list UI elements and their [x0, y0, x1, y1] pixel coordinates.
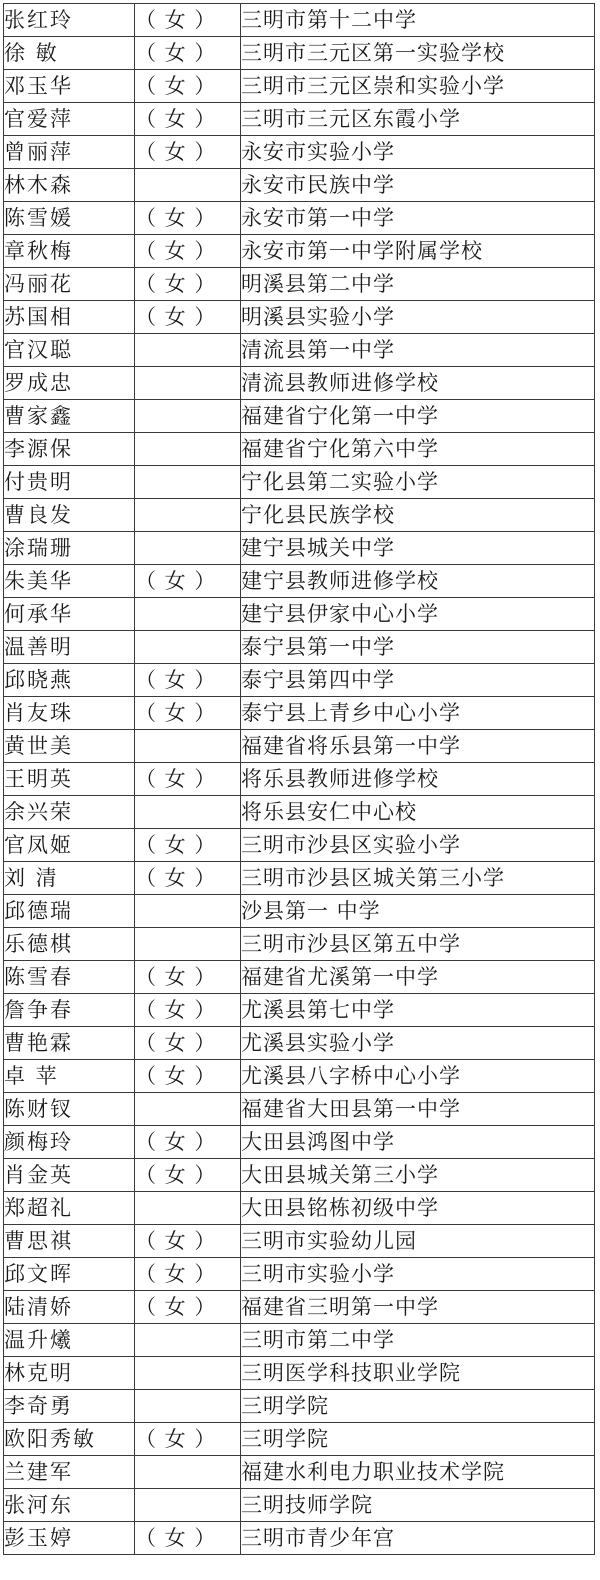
name-cell: 郑超礼: [4, 1192, 135, 1225]
table-row: [4, 499, 595, 532]
gender-cell: [135, 1390, 241, 1423]
name-cell: 陆清娇: [4, 1291, 135, 1324]
gender-cell: [135, 730, 241, 763]
name-cell: 彭玉婷: [4, 1522, 135, 1555]
table-row: [4, 202, 595, 235]
gender-cell: [135, 466, 241, 499]
name-cell: 官爱萍: [4, 103, 135, 136]
gender-cell: （ 女 ）: [135, 1423, 241, 1456]
unit-cell: 泰宁县上青乡中心小学: [241, 697, 595, 730]
name-cell: 曹家鑫: [4, 400, 135, 433]
table-row: [4, 763, 595, 796]
table-row: [4, 235, 595, 268]
unit-cell: 清流县第一中学: [241, 334, 595, 367]
gender-cell: [135, 1093, 241, 1126]
gender-cell: （ 女 ）: [135, 1126, 241, 1159]
gender-cell: [135, 169, 241, 202]
unit-cell: 三明市第二中学: [241, 1324, 595, 1357]
gender-cell: （ 女 ）: [135, 961, 241, 994]
name-cell: 张河东: [4, 1489, 135, 1522]
name-cell: 付贵明: [4, 466, 135, 499]
gender-cell: （ 女 ）: [135, 235, 241, 268]
name-cell: 冯丽花: [4, 268, 135, 301]
table-row: [4, 895, 595, 928]
name-cell: 徐 敏: [4, 37, 135, 70]
unit-cell: 福建省大田县第一中学: [241, 1093, 595, 1126]
unit-cell: 泰宁县第四中学: [241, 664, 595, 697]
table-row: [4, 466, 595, 499]
unit-cell: 永安市第一中学: [241, 202, 595, 235]
table-row: [4, 103, 595, 136]
table-row: [4, 1093, 595, 1126]
name-cell: 曹艳霖: [4, 1027, 135, 1060]
table-row: [4, 169, 595, 202]
unit-cell: 三明市第十二中学: [241, 4, 595, 37]
gender-cell: [135, 1357, 241, 1390]
unit-cell: 永安市第一中学附属学校: [241, 235, 595, 268]
table-row: [4, 1357, 595, 1390]
unit-cell: 三明市实验幼儿园: [241, 1225, 595, 1258]
unit-cell: 将乐县教师进修学校: [241, 763, 595, 796]
gender-cell: [135, 1489, 241, 1522]
table-row: [4, 1060, 595, 1093]
gender-cell: （ 女 ）: [135, 664, 241, 697]
table-row: [4, 1522, 595, 1555]
name-cell: 陈财钗: [4, 1093, 135, 1126]
table-row: [4, 796, 595, 829]
gender-cell: （ 女 ）: [135, 1159, 241, 1192]
name-cell: 邓玉华: [4, 70, 135, 103]
table-row: [4, 1225, 595, 1258]
table-row: [4, 631, 595, 664]
table-row: [4, 1324, 595, 1357]
gender-cell: [135, 796, 241, 829]
name-cell: 乐德棋: [4, 928, 135, 961]
name-cell: 颜梅玲: [4, 1126, 135, 1159]
gender-cell: [135, 433, 241, 466]
name-cell: 罗成忠: [4, 367, 135, 400]
gender-cell: （ 女 ）: [135, 4, 241, 37]
unit-cell: 三明医学科技职业学院: [241, 1357, 595, 1390]
name-cell: 黄世美: [4, 730, 135, 763]
gender-cell: （ 女 ）: [135, 763, 241, 796]
name-cell: 兰建军: [4, 1456, 135, 1489]
unit-cell: 福建省宁化第六中学: [241, 433, 595, 466]
gender-cell: [135, 631, 241, 664]
unit-cell: 永安市民族中学: [241, 169, 595, 202]
unit-cell: 大田县鸿图中学: [241, 1126, 595, 1159]
gender-cell: （ 女 ）: [135, 70, 241, 103]
table-row: [4, 1390, 595, 1423]
name-cell: 卓 苹: [4, 1060, 135, 1093]
gender-cell: [135, 367, 241, 400]
gender-cell: （ 女 ）: [135, 1258, 241, 1291]
table-row: [4, 994, 595, 1027]
table-row: [4, 697, 595, 730]
table-row: [4, 1027, 595, 1060]
name-cell: 涂瑞珊: [4, 532, 135, 565]
table-row: [4, 1258, 595, 1291]
unit-cell: 三明市三元区崇和实验小学: [241, 70, 595, 103]
unit-cell: 尤溪县第七中学: [241, 994, 595, 1027]
gender-cell: [135, 1192, 241, 1225]
gender-cell: [135, 928, 241, 961]
gender-cell: （ 女 ）: [135, 829, 241, 862]
name-cell: 王明英: [4, 763, 135, 796]
table-row: [4, 1489, 595, 1522]
gender-cell: [135, 400, 241, 433]
unit-cell: 福建省宁化第一中学: [241, 400, 595, 433]
unit-cell: 尤溪县实验小学: [241, 1027, 595, 1060]
table-row: [4, 928, 595, 961]
roster-table: [3, 3, 595, 1555]
name-cell: 苏国相: [4, 301, 135, 334]
gender-cell: （ 女 ）: [135, 994, 241, 1027]
gender-cell: （ 女 ）: [135, 136, 241, 169]
table-row: [4, 565, 595, 598]
unit-cell: 大田县城关第三小学: [241, 1159, 595, 1192]
name-cell: 余兴荣: [4, 796, 135, 829]
gender-cell: [135, 895, 241, 928]
unit-cell: 永安市实验小学: [241, 136, 595, 169]
table-row: [4, 598, 595, 631]
unit-cell: 建宁县伊家中心小学: [241, 598, 595, 631]
unit-cell: 三明技师学院: [241, 1489, 595, 1522]
name-cell: 欧阳秀敏: [4, 1423, 135, 1456]
gender-cell: （ 女 ）: [135, 862, 241, 895]
table-row: [4, 334, 595, 367]
table-row: [4, 862, 595, 895]
table-row: [4, 532, 595, 565]
unit-cell: 建宁县教师进修学校: [241, 565, 595, 598]
gender-cell: （ 女 ）: [135, 301, 241, 334]
unit-cell: 尤溪县八字桥中心小学: [241, 1060, 595, 1093]
name-cell: 李奇勇: [4, 1390, 135, 1423]
unit-cell: 三明市沙县区实验小学: [241, 829, 595, 862]
unit-cell: 福建省尤溪第一中学: [241, 961, 595, 994]
gender-cell: （ 女 ）: [135, 1291, 241, 1324]
name-cell: 肖友珠: [4, 697, 135, 730]
name-cell: 邱德瑞: [4, 895, 135, 928]
name-cell: 温善明: [4, 631, 135, 664]
name-cell: 陈雪媛: [4, 202, 135, 235]
gender-cell: （ 女 ）: [135, 37, 241, 70]
gender-cell: [135, 532, 241, 565]
name-cell: 林木森: [4, 169, 135, 202]
table-row: [4, 301, 595, 334]
name-cell: 刘 清: [4, 862, 135, 895]
table-row: [4, 136, 595, 169]
name-cell: 官汉聪: [4, 334, 135, 367]
name-cell: 温升爔: [4, 1324, 135, 1357]
unit-cell: 三明市三元区第一实验学校: [241, 37, 595, 70]
gender-cell: （ 女 ）: [135, 1060, 241, 1093]
unit-cell: 三明市三元区东霞小学: [241, 103, 595, 136]
table-row: [4, 730, 595, 763]
name-cell: 陈雪春: [4, 961, 135, 994]
unit-cell: 明溪县实验小学: [241, 301, 595, 334]
name-cell: 章秋梅: [4, 235, 135, 268]
table-row: [4, 1126, 595, 1159]
table-row: [4, 400, 595, 433]
gender-cell: [135, 598, 241, 631]
gender-cell: （ 女 ）: [135, 697, 241, 730]
name-cell: 曹思祺: [4, 1225, 135, 1258]
gender-cell: （ 女 ）: [135, 1522, 241, 1555]
name-cell: 何承华: [4, 598, 135, 631]
unit-cell: 宁化县民族学校: [241, 499, 595, 532]
name-cell: 詹争春: [4, 994, 135, 1027]
unit-cell: 三明市沙县区城关第三小学: [241, 862, 595, 895]
unit-cell: 大田县铭栋初级中学: [241, 1192, 595, 1225]
name-cell: 邱文晖: [4, 1258, 135, 1291]
gender-cell: [135, 1324, 241, 1357]
table-row: [4, 961, 595, 994]
unit-cell: 三明学院: [241, 1390, 595, 1423]
gender-cell: （ 女 ）: [135, 1027, 241, 1060]
table-row: [4, 37, 595, 70]
unit-cell: 宁化县第二实验小学: [241, 466, 595, 499]
table-row: [4, 829, 595, 862]
table-row: [4, 1456, 595, 1489]
unit-cell: 清流县教师进修学校: [241, 367, 595, 400]
name-cell: 肖金英: [4, 1159, 135, 1192]
unit-cell: 福建省三明第一中学: [241, 1291, 595, 1324]
gender-cell: （ 女 ）: [135, 1225, 241, 1258]
name-cell: 邱晓燕: [4, 664, 135, 697]
name-cell: 张红玲: [4, 4, 135, 37]
table-row: [4, 433, 595, 466]
table-row: [4, 1291, 595, 1324]
gender-cell: [135, 334, 241, 367]
unit-cell: 将乐县安仁中心校: [241, 796, 595, 829]
table-row: [4, 70, 595, 103]
unit-cell: 福建省将乐县第一中学: [241, 730, 595, 763]
gender-cell: [135, 499, 241, 532]
name-cell: 官凤姬: [4, 829, 135, 862]
unit-cell: 福建水利电力职业技术学院: [241, 1456, 595, 1489]
unit-cell: 建宁县城关中学: [241, 532, 595, 565]
name-cell: 曾丽萍: [4, 136, 135, 169]
table-row: [4, 1159, 595, 1192]
unit-cell: 三明市青少年宫: [241, 1522, 595, 1555]
unit-cell: 泰宁县第一中学: [241, 631, 595, 664]
name-cell: 朱美华: [4, 565, 135, 598]
table-row: [4, 1423, 595, 1456]
table-row: [4, 268, 595, 301]
unit-cell: 沙县第一 中学: [241, 895, 595, 928]
gender-cell: [135, 1456, 241, 1489]
gender-cell: （ 女 ）: [135, 202, 241, 235]
table-row: [4, 664, 595, 697]
table-row: [4, 1192, 595, 1225]
name-cell: 曹良发: [4, 499, 135, 532]
table-row: [4, 367, 595, 400]
gender-cell: （ 女 ）: [135, 103, 241, 136]
unit-cell: 三明市沙县区第五中学: [241, 928, 595, 961]
name-cell: 林克明: [4, 1357, 135, 1390]
unit-cell: 三明学院: [241, 1423, 595, 1456]
unit-cell: 三明市实验小学: [241, 1258, 595, 1291]
table-row: [4, 4, 595, 37]
gender-cell: （ 女 ）: [135, 268, 241, 301]
gender-cell: （ 女 ）: [135, 565, 241, 598]
roster-table-body: [4, 4, 595, 1555]
unit-cell: 明溪县第二中学: [241, 268, 595, 301]
name-cell: 李源保: [4, 433, 135, 466]
